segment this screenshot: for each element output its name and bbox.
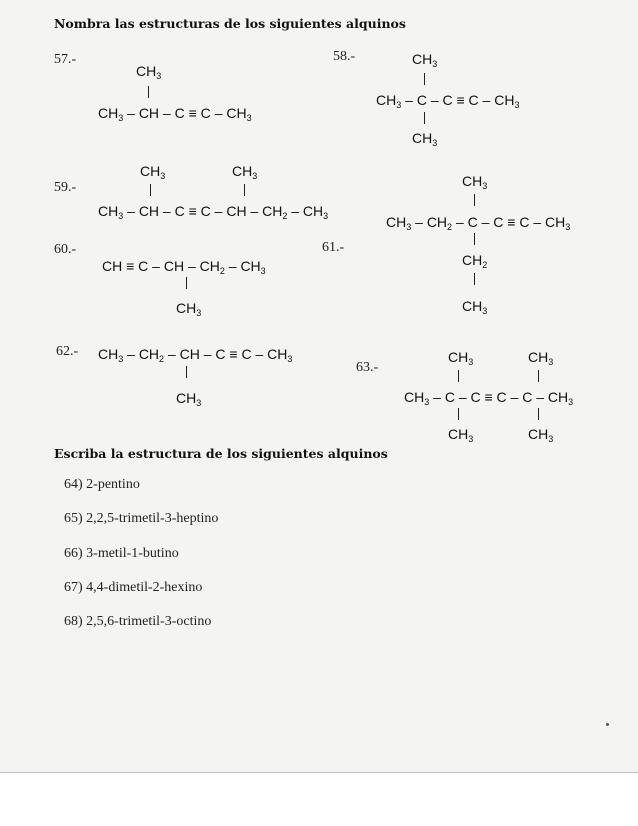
problem-61-main-chain: $CH_3 - CH_2 - C - C \equiv C - CH_3$ [386,214,571,232]
problem-63-substituent-top-right: $CH_3$ [528,349,554,367]
problem-61-bond-top [474,194,475,206]
problem-58-bond-top [424,73,425,85]
problem-59-substituent-right: $CH_3$ [232,163,258,181]
problem-61-bond-mid [474,233,475,245]
problem-60-bond [186,277,187,289]
problem-59-substituent-left: $CH_3$ [140,163,166,181]
problem-58-number: 58.- [333,49,356,64]
problem-62-substituent: $CH_3$ [176,390,202,408]
problem-61-bond-bottom [474,273,475,285]
heading-write-structures: Escriba la estructura de los siguientes alquinos [54,446,388,461]
problem-63-substituent-bottom-right: $CH_3$ [528,426,554,444]
problem-63-bond-bottom-left [458,408,459,420]
problem-60-substituent: $CH_3$ [176,300,202,318]
list-item-65: 65) 2,2,5-trimetil-3-heptino [64,511,219,526]
problem-59-main-chain: $CH_3$ – CH – C ≡ C – CH – $CH_2 - CH_3$ [98,203,329,221]
problem-63-bond-top-left [458,370,459,382]
problem-62-bond [186,366,187,378]
problem-57-substituent: $CH_3$ [136,63,162,81]
problem-61-ethyl-ch2: $CH_2$ [462,252,488,270]
list-item-64: 64) 2-pentino [64,477,140,492]
problem-58-bond-bottom [424,112,425,124]
problem-60-number: 60.- [54,242,77,257]
list-item-68: 68) 2,5,6-trimetil-3-octino [64,614,212,629]
problem-61-ethyl-ch3: $CH_3$ [462,298,488,316]
problem-63-substituent-bottom-left: $CH_3$ [448,426,474,444]
problem-59-bond-left [150,184,151,196]
problem-57-bond [148,86,149,98]
problem-63-bond-bottom-right [538,408,539,420]
problem-57-number: 57.- [54,52,77,67]
problem-63-number: 63.- [356,360,379,375]
problem-57-main-chain: $CH_3$ – CH – $C \equiv C - CH_3$ [98,105,252,123]
scan-speck [606,723,609,726]
problem-62-number: 62.- [56,344,79,359]
problem-59-number: 59.- [54,180,77,195]
problem-58-main-chain: $CH_3 - C - C \equiv C - CH_3$ [376,92,520,110]
page-bottom-edge [0,772,638,773]
problem-60-main-chain: CH ≡ C – CH – $CH_2 - CH_3$ [102,258,266,276]
problem-61-substituent-top: $CH_3$ [462,173,488,191]
problem-62-main-chain: $CH_3 - CH_2$ – CH – $C \equiv C - CH_3$ [98,346,293,364]
heading-name-structures: Nombra las estructuras de los siguientes alquinos [54,16,406,31]
list-item-66: 66) 3-metil-1-butino [64,546,179,561]
problem-61-number: 61.- [322,240,345,255]
list-item-67: 67) 4,4-dimetil-2-hexino [64,580,203,595]
problem-63-main-chain: $CH_3 - C - C \equiv C - C - CH_3$ [404,389,574,407]
problem-58-substituent-bottom: $CH_3$ [412,130,438,148]
problem-63-bond-top-right [538,370,539,382]
problem-58-substituent-top: $CH_3$ [412,51,438,69]
problem-63-substituent-top-left: $CH_3$ [448,349,474,367]
problem-59-bond-right [244,184,245,196]
